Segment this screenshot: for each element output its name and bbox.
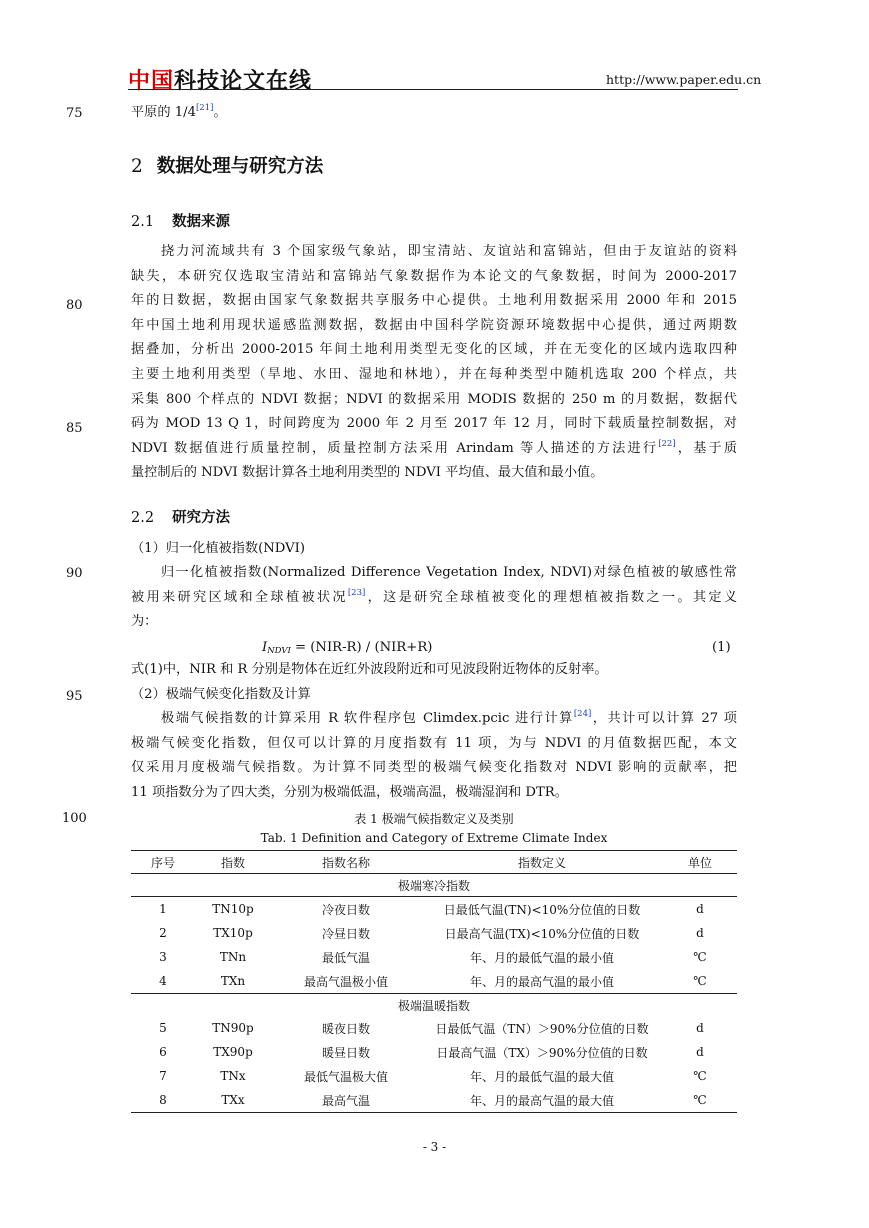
header-cell: 指数定义 bbox=[421, 851, 663, 874]
paragraph-line: 归一化植被指数(Normalized Difference Vegetation Index, NDVI)对绿色植被的敏感性常 bbox=[161, 565, 737, 580]
paragraph-line: 为： bbox=[131, 614, 158, 630]
section-number: 2 bbox=[131, 156, 143, 177]
intro-tail: 。 bbox=[213, 105, 227, 120]
table-cell: 最高气温 bbox=[271, 1088, 421, 1113]
table-cell: 日最高气温（TX）＞90%分位值的日数 bbox=[436, 1045, 648, 1060]
table-cell: 日最低气温（TN）＞90%分位值的日数 bbox=[435, 1021, 649, 1036]
table-cell: 暖昼日数 bbox=[321, 1045, 370, 1060]
table-cell: 最低气温 bbox=[321, 950, 370, 965]
table-row bbox=[131, 1088, 737, 1113]
table-cell: 6 bbox=[159, 1045, 167, 1059]
subsection-title: 数据来源 bbox=[172, 213, 231, 230]
method-heading: （1）归一化植被指数(NDVI) bbox=[131, 541, 305, 556]
table-group-row bbox=[131, 994, 737, 1017]
subsection-heading-2-2 bbox=[131, 506, 230, 527]
line-number-90: 90 bbox=[66, 566, 83, 581]
paragraph-line: 11 项指数分为了四大类，分别为极端低温，极端高温，极端湿润和 DTR。 bbox=[131, 784, 568, 800]
table-row bbox=[131, 1040, 737, 1064]
intro-text: 平原的 1/4 bbox=[131, 105, 196, 120]
table-cell: 年、月的最低气温的最小值 bbox=[469, 950, 614, 965]
table-row bbox=[131, 945, 737, 969]
table-cell: 7 bbox=[159, 1069, 167, 1083]
ndvi-heading bbox=[131, 537, 737, 562]
table-cell: 1 bbox=[159, 902, 167, 916]
paragraph-line: 挠力河流域共有 3 个国家级气象站，即宝清站、友谊站和富锦站，但由于友谊站的资料 bbox=[161, 244, 737, 259]
table-cell: 最低气温极大值 bbox=[303, 1069, 388, 1084]
group-label: 极端温暖指数 bbox=[397, 998, 470, 1013]
table-cell: d bbox=[696, 902, 704, 916]
header-cell: 指数 bbox=[195, 851, 271, 874]
subsection-title: 研究方法 bbox=[172, 509, 231, 526]
paragraph-line: 年中国土地利用现状遥感监测数据，数据由中国科学院资源环境数据中心提供，通过两期数 bbox=[131, 317, 737, 333]
table-cell: TXx bbox=[195, 1088, 271, 1113]
table-cell: TN10p bbox=[212, 902, 254, 916]
table-row bbox=[131, 897, 737, 922]
paragraph-ndvi bbox=[131, 561, 737, 635]
paragraph-line: 缺失，本研究仅选取宝清站和富锦站气象数据作为本论文的气象数据，时间为 2000-2017 bbox=[131, 268, 737, 284]
logo-red-text: 中国 bbox=[128, 69, 175, 94]
page-number: - 3 - bbox=[422, 1140, 447, 1154]
header-rule bbox=[128, 89, 738, 90]
line-text: ，共计可以计算 27 项 bbox=[591, 711, 737, 726]
table-cell: 3 bbox=[159, 950, 167, 964]
group-label: 极端寒冷指数 bbox=[131, 874, 737, 897]
equation-explanation bbox=[131, 658, 737, 683]
method-heading: （2）极端气候变化指数及计算 bbox=[131, 687, 311, 702]
header-cell: 序号 bbox=[131, 851, 195, 874]
section-title: 数据处理与研究方法 bbox=[156, 156, 324, 177]
paragraph-data-source bbox=[131, 240, 737, 486]
citation-24[interactable]: [24] bbox=[573, 709, 592, 719]
table-cell: TX10p bbox=[213, 926, 253, 940]
intro-line bbox=[131, 101, 737, 126]
table-cell: 暖夜日数 bbox=[321, 1021, 370, 1036]
table-row bbox=[131, 921, 737, 945]
paragraph-line: 据叠加，分析出 2000-2015 年间土地利用类型无变化的区域，并在无变化的区域内选取四种 bbox=[131, 342, 737, 358]
table-cell: TXn bbox=[195, 969, 271, 994]
paragraph-line: 仅采用月度极端气候指数。为计算不同类型的极端气候变化指数对 NDVI 影响的贡献率，把 bbox=[131, 760, 737, 776]
table-cell: 年、月的最高气温的最大值 bbox=[421, 1088, 663, 1113]
table-cell: d bbox=[696, 1045, 704, 1059]
header-url[interactable]: http://www.paper.edu.cn bbox=[606, 72, 762, 87]
table-caption-cn: 表 1 极端气候指数定义及类别 bbox=[354, 812, 514, 826]
equation-ndvi bbox=[262, 640, 432, 656]
table-cell: 年、月的最高气温的最小值 bbox=[421, 969, 663, 994]
line-text: 被用来研究区域和全球植被状况 bbox=[131, 589, 348, 605]
paragraph-line bbox=[131, 437, 737, 462]
equation-symbol: I bbox=[262, 640, 268, 655]
line-text: 极端气候指数的计算采用 R 软件程序包 Climdex.pcic 进行计算 bbox=[161, 711, 574, 726]
logo-black-text: 科技论文在线 bbox=[174, 69, 313, 94]
journal-logo bbox=[128, 64, 312, 95]
table-row bbox=[131, 969, 737, 994]
table-group-row bbox=[131, 874, 737, 897]
table-cell: TNn bbox=[219, 950, 247, 964]
citation-23[interactable]: [23] bbox=[347, 587, 366, 598]
table-cell: 日最低气温(TN)<10%分位值的日数 bbox=[443, 902, 641, 917]
paragraph-line: 年的日数据，数据由国家气象数据共享服务中心提供。土地利用数据采用 2000 年和 2015 bbox=[131, 293, 737, 309]
paragraph-line: 采集 800 个样点的 NDVI 数据；NDVI 的数据采用 MODIS 数据的 250 m 的月数据，数据代 bbox=[131, 391, 737, 407]
table-cell: ℃ bbox=[693, 1069, 707, 1083]
table-header-row bbox=[131, 851, 737, 874]
equation-rhs: = (NIR-R) / (NIR+R) bbox=[290, 640, 433, 655]
table-cell: 年、月的最低气温的最大值 bbox=[469, 1069, 614, 1084]
equation-subscript: NDVI bbox=[267, 646, 291, 656]
citation-22[interactable]: [22] bbox=[658, 438, 676, 449]
table-cell: d bbox=[696, 926, 704, 940]
line-text: ，基于质 bbox=[675, 440, 738, 456]
paragraph-line bbox=[131, 707, 737, 732]
paragraph-extreme-climate bbox=[131, 707, 737, 805]
table-row bbox=[131, 1064, 737, 1088]
section-heading-2 bbox=[131, 152, 323, 178]
table-cell: 冷昼日数 bbox=[321, 926, 370, 941]
table-cell: 5 bbox=[159, 1021, 167, 1035]
equation-number: (1) bbox=[712, 640, 731, 655]
paragraph-line: 码为 MOD 13 Q 1，时间跨度为 2000 年 2 月至 2017 年 12 月，同时下载质量控制数据，对 bbox=[131, 416, 737, 432]
subsection-heading-2-1 bbox=[131, 210, 230, 231]
table-cell: ℃ bbox=[663, 969, 737, 994]
subsection-number: 2.2 bbox=[131, 510, 155, 526]
line-text: ，这是研究全球植被变化的理想植被指数之一。其定义 bbox=[365, 589, 738, 605]
line-text: NDVI 数据值进行质量控制，质量控制方法采用 Arindam 等人描述的方法进行 bbox=[131, 440, 659, 456]
table-cell: d bbox=[696, 1021, 704, 1035]
line-number-75: 75 bbox=[66, 106, 83, 121]
header-cell: 指数名称 bbox=[271, 851, 421, 874]
line-number-80: 80 bbox=[66, 298, 83, 313]
table-row bbox=[131, 1016, 737, 1040]
paragraph-line bbox=[131, 586, 737, 611]
paragraph-line: 极端气候变化指数，但仅可以计算的月度指数有 11 项，为与 NDVI 的月值数据匹配，本文 bbox=[131, 735, 737, 751]
table-cell: 2 bbox=[159, 926, 167, 940]
table-cell: 日最高气温(TX)<10%分位值的日数 bbox=[444, 926, 640, 941]
line-number-85: 85 bbox=[66, 421, 83, 436]
line-number-95: 95 bbox=[66, 689, 83, 704]
line-number-100: 100 bbox=[62, 811, 87, 826]
citation-21[interactable]: [21] bbox=[195, 103, 214, 113]
extreme-climate-index-table bbox=[131, 850, 737, 1113]
table-cell: 4 bbox=[131, 969, 195, 994]
table-cell: ℃ bbox=[693, 950, 707, 964]
table-caption-en: Tab. 1 Definition and Category of Extreme Climate Index bbox=[260, 831, 608, 845]
extreme-heading bbox=[131, 683, 737, 708]
table-cell: TNx bbox=[220, 1069, 246, 1083]
paragraph-line: 量控制后的 NDVI 数据计算各土地利用类型的 NDVI 平均值、最大值和最小值。 bbox=[131, 465, 604, 481]
subsection-number: 2.1 bbox=[131, 214, 155, 230]
paragraph-line: 式(1)中，NIR 和 R 分别是物体在近红外波段附近和可见波段附近物体的反射率。 bbox=[131, 662, 608, 677]
paragraph-line: 主要土地利用类型（旱地、水田、湿地和林地），并在每种类型中随机选取 200 个样点，共 bbox=[131, 366, 737, 382]
table-cell: 最高气温极小值 bbox=[271, 969, 421, 994]
table-cell: ℃ bbox=[663, 1088, 737, 1113]
table-cell: 冷夜日数 bbox=[321, 902, 370, 917]
header-cell: 单位 bbox=[663, 851, 737, 874]
table-cell: TX90p bbox=[213, 1045, 253, 1059]
table-cell: TN90p bbox=[212, 1021, 254, 1035]
table-cell: 8 bbox=[131, 1088, 195, 1113]
